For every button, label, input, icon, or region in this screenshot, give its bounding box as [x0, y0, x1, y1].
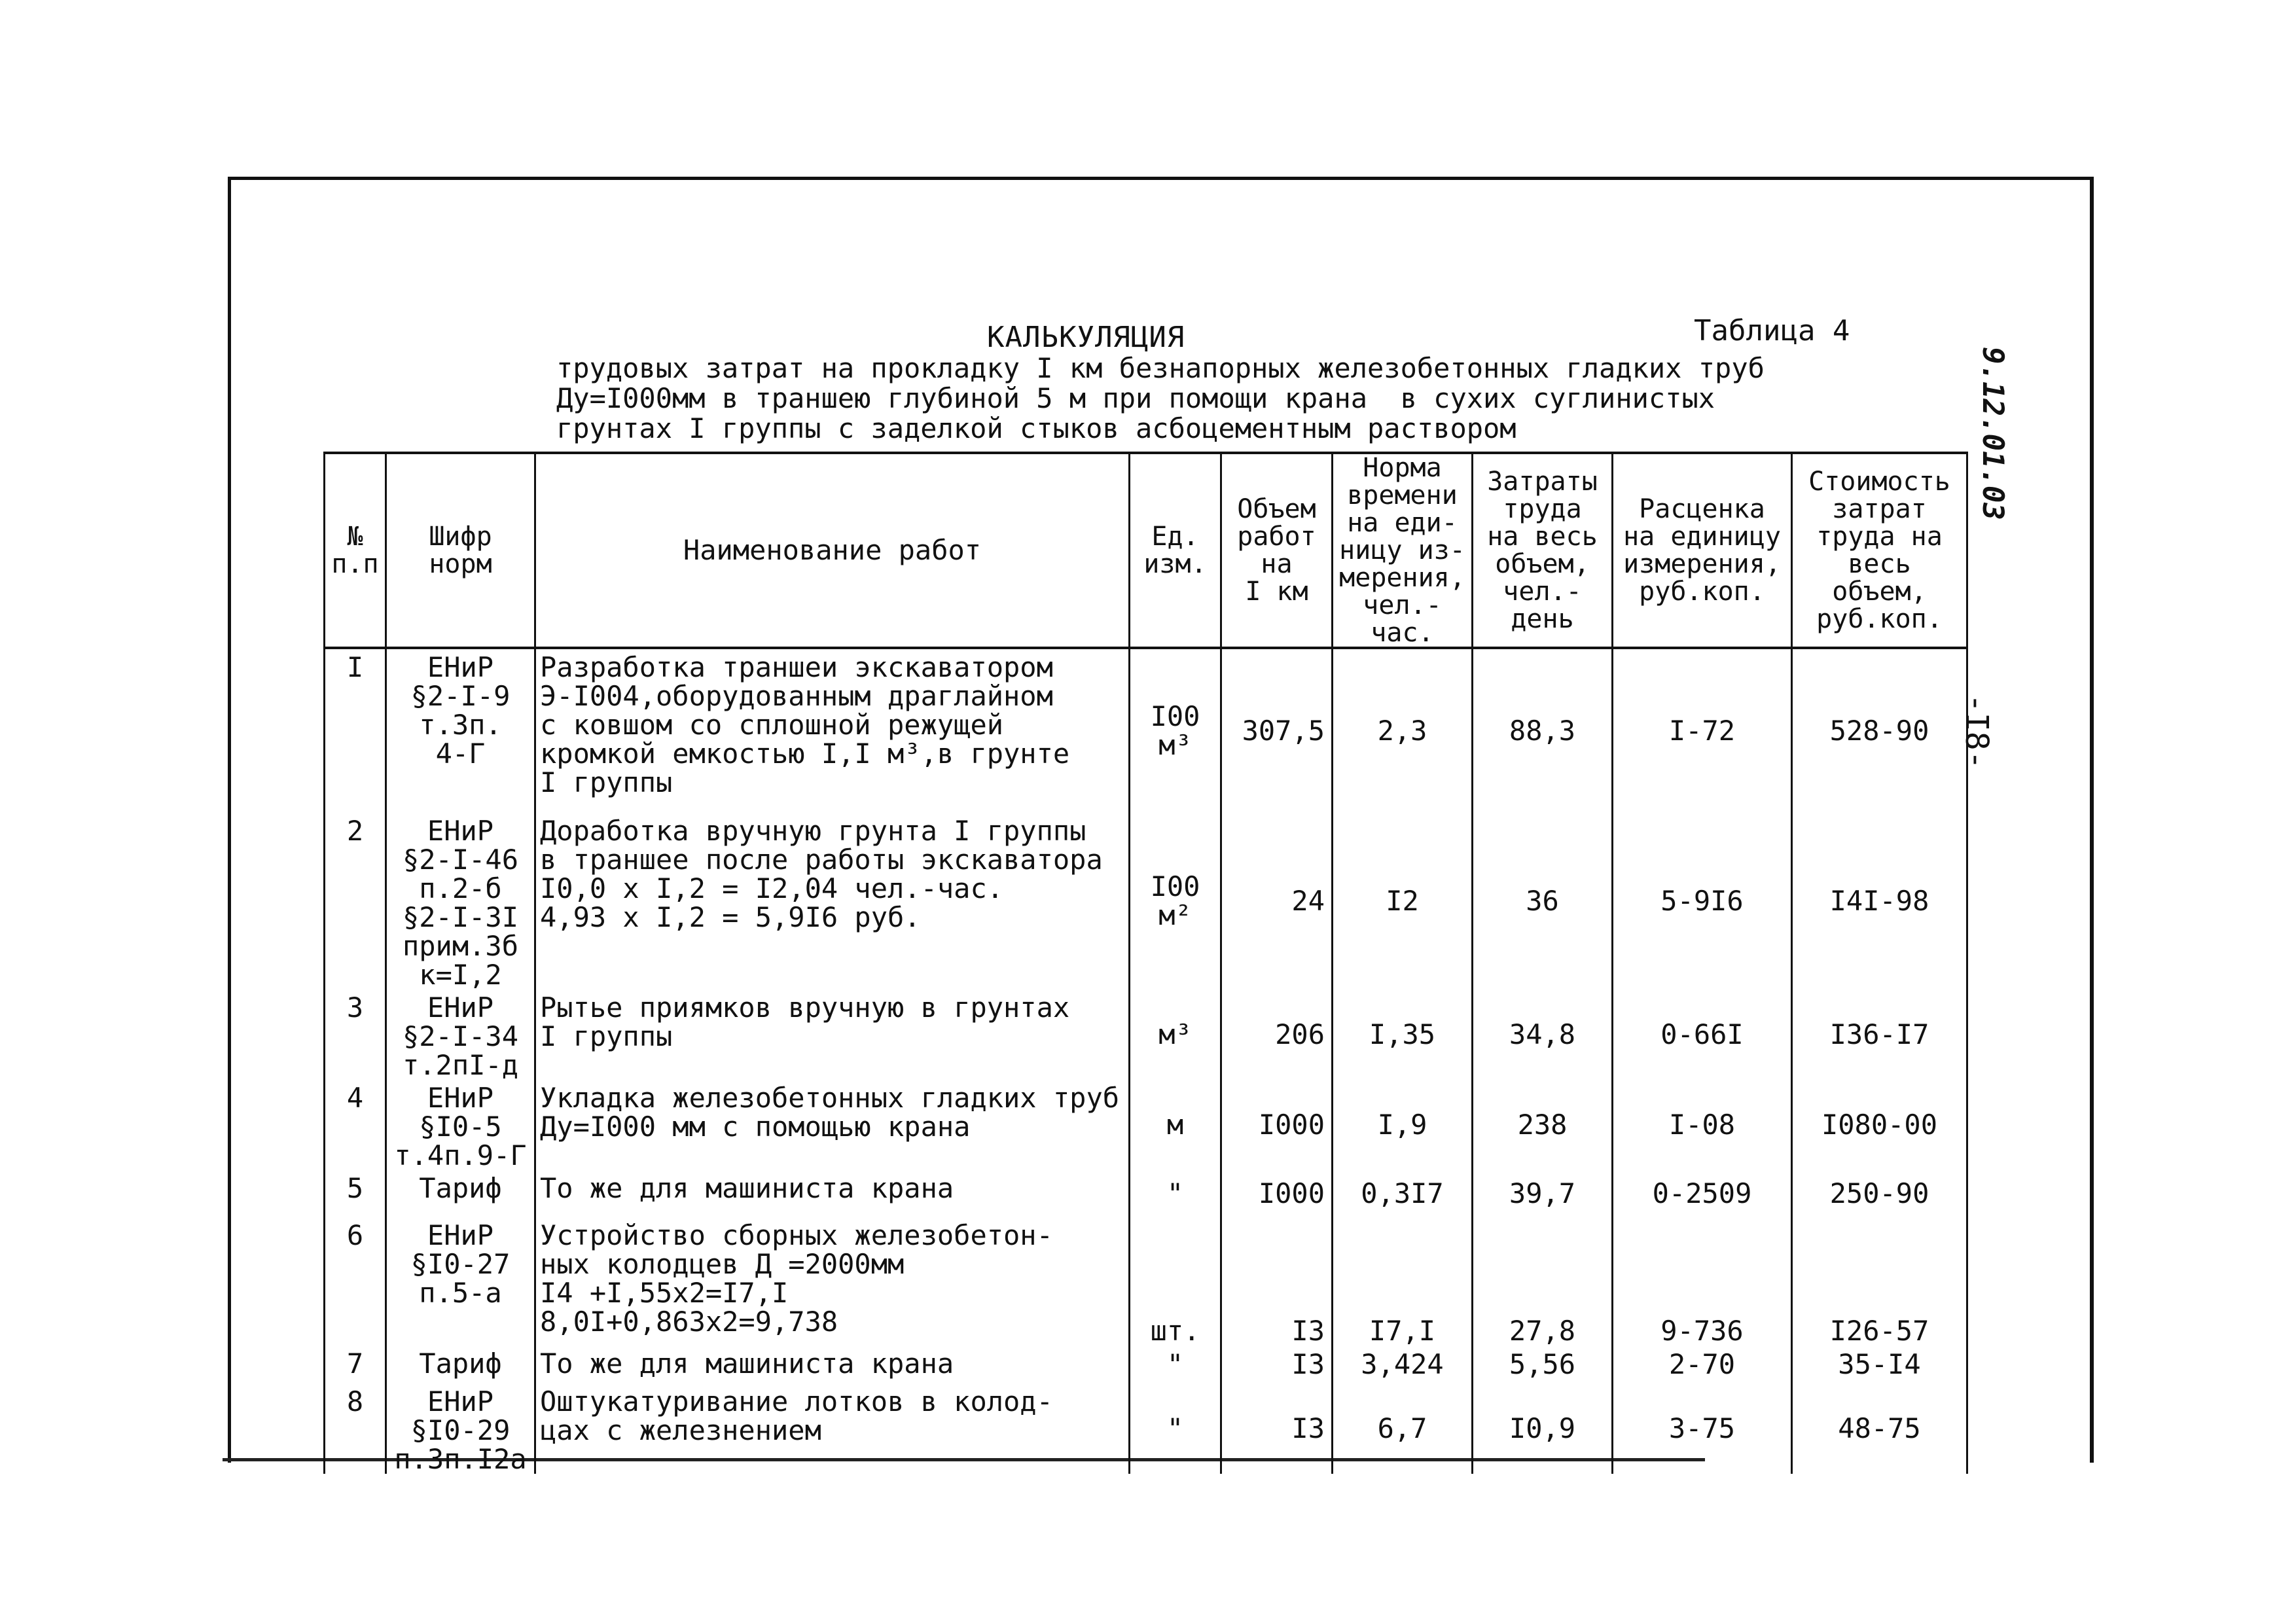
- table-row: [325, 1217, 1967, 1346]
- time-norm: I7,I: [1333, 1217, 1473, 1346]
- labor-cost: 34,8: [1473, 990, 1613, 1080]
- table-header-row: [325, 453, 1967, 648]
- table-row: [325, 1383, 1967, 1474]
- unit-rate: 2-70: [1613, 1346, 1792, 1383]
- labor-cost: 36: [1473, 813, 1613, 990]
- unit-rate: 5-9I6: [1613, 813, 1792, 990]
- unit-rate: 9-736: [1613, 1217, 1792, 1346]
- table-row: [325, 1080, 1967, 1170]
- col-header-code: Шифр норм: [386, 453, 535, 648]
- work-name: То же для машиниста крана: [535, 1346, 1130, 1383]
- time-norm: 2,3: [1333, 648, 1473, 813]
- unit: шт.: [1130, 1217, 1221, 1346]
- time-norm: I,35: [1333, 990, 1473, 1080]
- unit: ": [1130, 1346, 1221, 1383]
- volume: I000: [1221, 1170, 1333, 1217]
- unit-rate: 3-75: [1613, 1383, 1792, 1474]
- labor-cost: 88,3: [1473, 648, 1613, 813]
- labor-cost: 39,7: [1473, 1170, 1613, 1217]
- unit: м³: [1130, 990, 1221, 1080]
- row-number: I: [325, 648, 386, 813]
- volume: 206: [1221, 990, 1333, 1080]
- document-title: КАЛЬКУЛЯЦИЯ: [987, 321, 1185, 354]
- total-cost: 528-90: [1792, 648, 1967, 813]
- unit: I00 м²: [1130, 813, 1221, 990]
- unit: ": [1130, 1383, 1221, 1474]
- total-cost: 35-I4: [1792, 1346, 1967, 1383]
- work-name: Укладка железобетонных гладких труб Ду=I000 мм с помощью крана: [535, 1080, 1130, 1170]
- col-header-name: Наименование работ: [535, 453, 1130, 648]
- table-row: [325, 648, 1967, 813]
- page-number: [1958, 694, 1998, 772]
- norm-code: ЕНиР §2-I-34 т.2пI-д: [386, 990, 535, 1080]
- row-number: 7: [325, 1346, 386, 1383]
- total-cost: I26-57: [1792, 1217, 1967, 1346]
- table-row: [325, 990, 1967, 1080]
- total-cost: I080-00: [1792, 1080, 1967, 1170]
- total-cost: 48-75: [1792, 1383, 1967, 1474]
- volume: 24: [1221, 813, 1333, 990]
- col-header-number: № п.п: [325, 453, 386, 648]
- work-name: Оштукатуривание лотков в колод- цах с железнением: [535, 1383, 1130, 1474]
- work-name: Доработка вручную грунта I группы в траншее после работы экскаватора I0,0 х I,2 = I2,04 чел.-час. 4,93 х I,2 = 5,9I6 руб.: [535, 813, 1130, 990]
- time-norm: 0,3I7: [1333, 1170, 1473, 1217]
- row-number: 6: [325, 1217, 386, 1346]
- unit-rate: 0-2509: [1613, 1170, 1792, 1217]
- volume: 307,5: [1221, 648, 1333, 813]
- total-cost: 250-90: [1792, 1170, 1967, 1217]
- volume: I3: [1221, 1217, 1333, 1346]
- volume: I3: [1221, 1346, 1333, 1383]
- unit: ": [1130, 1170, 1221, 1217]
- row-number: 2: [325, 813, 386, 990]
- labor-cost: I0,9: [1473, 1383, 1613, 1474]
- table-label: Таблица 4: [1694, 314, 1850, 348]
- document-code: [1976, 347, 2012, 520]
- table-row: [325, 1346, 1967, 1383]
- norm-code: ЕНиР §I0-27 п.5-а: [386, 1217, 535, 1346]
- labor-cost: 27,8: [1473, 1217, 1613, 1346]
- work-name: Рытье приямков вручную в грунтах I группы: [535, 990, 1130, 1080]
- work-name: Разработка траншеи экскаватором Э-I004,оборудованным драглайном с ковшом со сплошной режущей кромкой емкостью I,I м³,в грунте I группы: [535, 648, 1130, 813]
- norm-code: ЕНиР §2-I-46 п.2-б §2-I-3I прим.3б к=I,2: [386, 813, 535, 990]
- col-header-rate: Расценка на единицу измерения, руб.коп.: [1613, 453, 1792, 648]
- unit: м: [1130, 1080, 1221, 1170]
- volume: I3: [1221, 1383, 1333, 1474]
- page-number-text: -I8-: [1958, 694, 1995, 770]
- col-header-time-norm: Норма времени на еди- ницу из- мерения, чел.-час.: [1333, 453, 1473, 648]
- document-code-text: 9.12.01.03: [1976, 347, 2009, 520]
- time-norm: 3,424: [1333, 1346, 1473, 1383]
- time-norm: I,9: [1333, 1080, 1473, 1170]
- col-header-labor: Затраты труда на весь объем, чел.- день: [1473, 453, 1613, 648]
- norm-code: ЕНиР §I0-5 т.4п.9-Г: [386, 1080, 535, 1170]
- work-name: То же для машиниста крана: [535, 1170, 1130, 1217]
- document-subtitle: трудовых затрат на прокладку I км безнапорных железобетонных гладких труб Ду=I000мм в траншею глубиной 5 м при помощи крана в сухих суглинистых грунтах I группы с заделкой стыков асбоцементным раствором: [556, 352, 1765, 444]
- unit-rate: I-08: [1613, 1080, 1792, 1170]
- row-number: 3: [325, 990, 386, 1080]
- labor-cost: 238: [1473, 1080, 1613, 1170]
- time-norm: 6,7: [1333, 1383, 1473, 1474]
- total-cost: I4I-98: [1792, 813, 1967, 990]
- norm-code: ЕНиР §2-I-9 т.3п. 4-Г: [386, 648, 535, 813]
- volume: I000: [1221, 1080, 1333, 1170]
- unit-rate: 0-66I: [1613, 990, 1792, 1080]
- col-header-unit: Ед. изм.: [1130, 453, 1221, 648]
- unit-rate: I-72: [1613, 648, 1792, 813]
- time-norm: I2: [1333, 813, 1473, 990]
- calculation-table: [323, 452, 1968, 1474]
- row-number: 5: [325, 1170, 386, 1217]
- norm-code: Тариф: [386, 1170, 535, 1217]
- norm-code: Тариф: [386, 1346, 535, 1383]
- row-number: 8: [325, 1383, 386, 1474]
- total-cost: I36-I7: [1792, 990, 1967, 1080]
- row-number: 4: [325, 1080, 386, 1170]
- norm-code: ЕНиР §I0-29 п.3п.I2а: [386, 1383, 535, 1474]
- work-name: Устройство сборных железобетон- ных колодцев Д =2000мм I4 +I,55х2=I7,I 8,0I+0,863х2=9,738: [535, 1217, 1130, 1346]
- col-header-cost: Стоимость затрат труда на весь объем, руб.коп.: [1792, 453, 1967, 648]
- unit: I00 м³: [1130, 648, 1221, 813]
- col-header-volume: Объем работ на I км: [1221, 453, 1333, 648]
- labor-cost: 5,56: [1473, 1346, 1613, 1383]
- table-row: [325, 1170, 1967, 1217]
- table-row: [325, 813, 1967, 990]
